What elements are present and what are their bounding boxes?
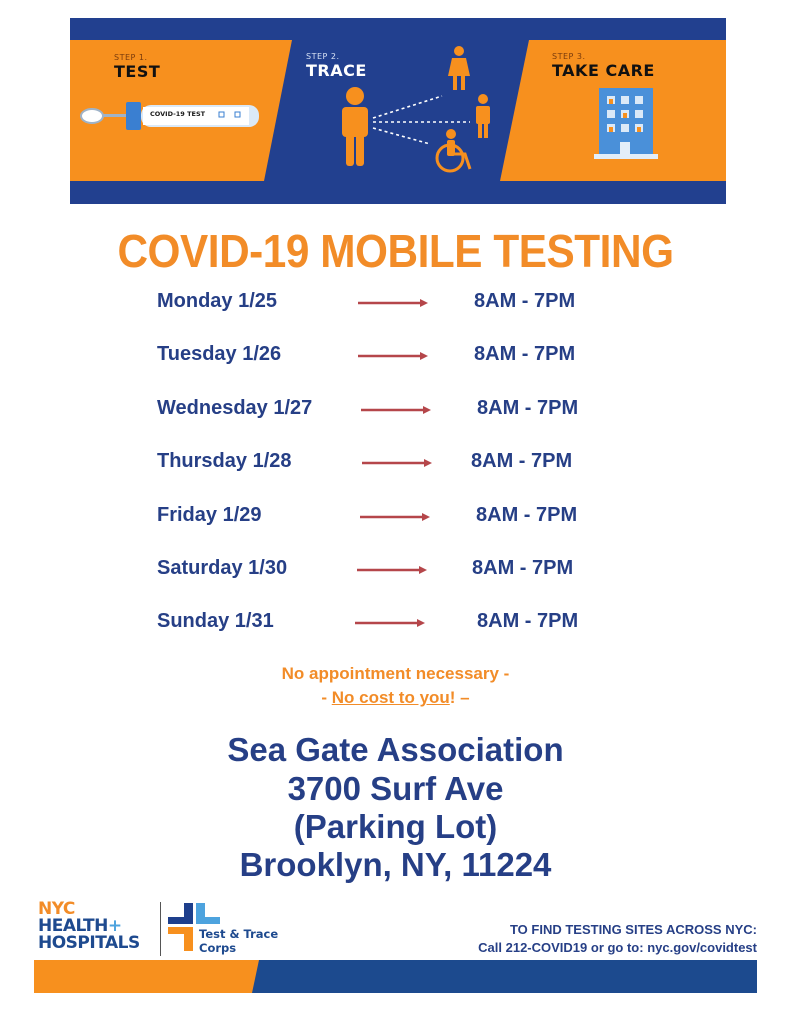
location-city: Brooklyn, NY, 11224 [239,846,552,883]
arrow-right-icon [358,299,428,307]
arrow-right-icon [355,619,425,627]
step3-title: TAKE CARE [552,61,655,80]
step2-label: STEP 2. [306,52,340,61]
arrow-right-icon [358,352,428,360]
building-icon [594,88,658,159]
plus-icon: + [107,916,122,936]
step2-title: TRACE [306,61,367,80]
schedule-row [0,343,791,373]
footer-color-bar [34,960,757,993]
schedule-hours: 8AM - 7PM [477,397,579,419]
schedule-row [0,504,791,534]
find-sites-contact: Call 212-COVID19 or go to: nyc.gov/covidtest [478,940,757,955]
schedule-day: Wednesday 1/27 [157,397,313,419]
no-cost-notice [0,688,791,708]
no-cost-suffix: ! – [449,688,470,707]
schedule-hours: 8AM - 7PM [471,450,573,472]
logo-health: HEALTH [38,916,108,936]
no-cost-emphasis: No cost to you [331,688,450,707]
arrow-right-icon [360,513,430,521]
schedule-row [0,450,791,480]
schedule-day: Sunday 1/31 [157,610,274,632]
person-icon [342,87,368,166]
logo-divider [160,902,161,956]
find-sites-heading: TO FIND TESTING SITES ACROSS NYC: [509,922,757,937]
schedule-row [0,290,791,320]
schedule-hours: 8AM - 7PM [474,343,576,365]
woman-icon [448,46,470,90]
schedule-hours: 8AM - 7PM [477,610,579,632]
arrow-right-icon [361,406,431,414]
ttc-line2: Corps [199,941,237,955]
no-appointment-notice: No appointment necessary - [281,664,510,683]
schedule-day: Saturday 1/30 [157,557,288,579]
location-street: 3700 Surf Ave [287,770,504,807]
schedule-row [0,557,791,587]
step1-label: STEP 1. [114,53,148,62]
test-trace-corps-name [199,927,278,955]
schedule-hours: 8AM - 7PM [476,504,578,526]
schedule-day: Friday 1/29 [157,504,262,526]
arrow-right-icon [357,566,427,574]
ttc-line1: Test & Trace [199,927,279,941]
schedule-hours: 8AM - 7PM [472,557,574,579]
step1-title: TEST [114,62,161,81]
nyc-health-hospitals-logo [38,901,140,952]
schedule-day: Tuesday 1/26 [157,343,282,365]
arrow-right-icon [362,459,432,467]
test-kit-label: COVID-19 TEST [150,110,206,118]
wheelchair-icon [437,129,470,171]
schedule-hours: 8AM - 7PM [474,290,576,312]
no-cost-prefix: - [321,688,332,707]
schedule-day: Thursday 1/28 [157,450,292,472]
steps-banner [70,18,726,204]
schedule-day: Monday 1/25 [157,290,278,312]
location-name: Sea Gate Association [227,731,564,768]
location-detail: (Parking Lot) [293,808,498,845]
step3-label: STEP 3. [552,52,586,61]
schedule-row [0,397,791,427]
man-icon [476,94,490,138]
page-title: COVID-19 MOBILE TESTING [117,225,674,277]
logo-nyc: NYC [38,899,75,919]
logo-hospitals: HOSPITALS [38,933,140,953]
schedule-row [0,610,791,640]
